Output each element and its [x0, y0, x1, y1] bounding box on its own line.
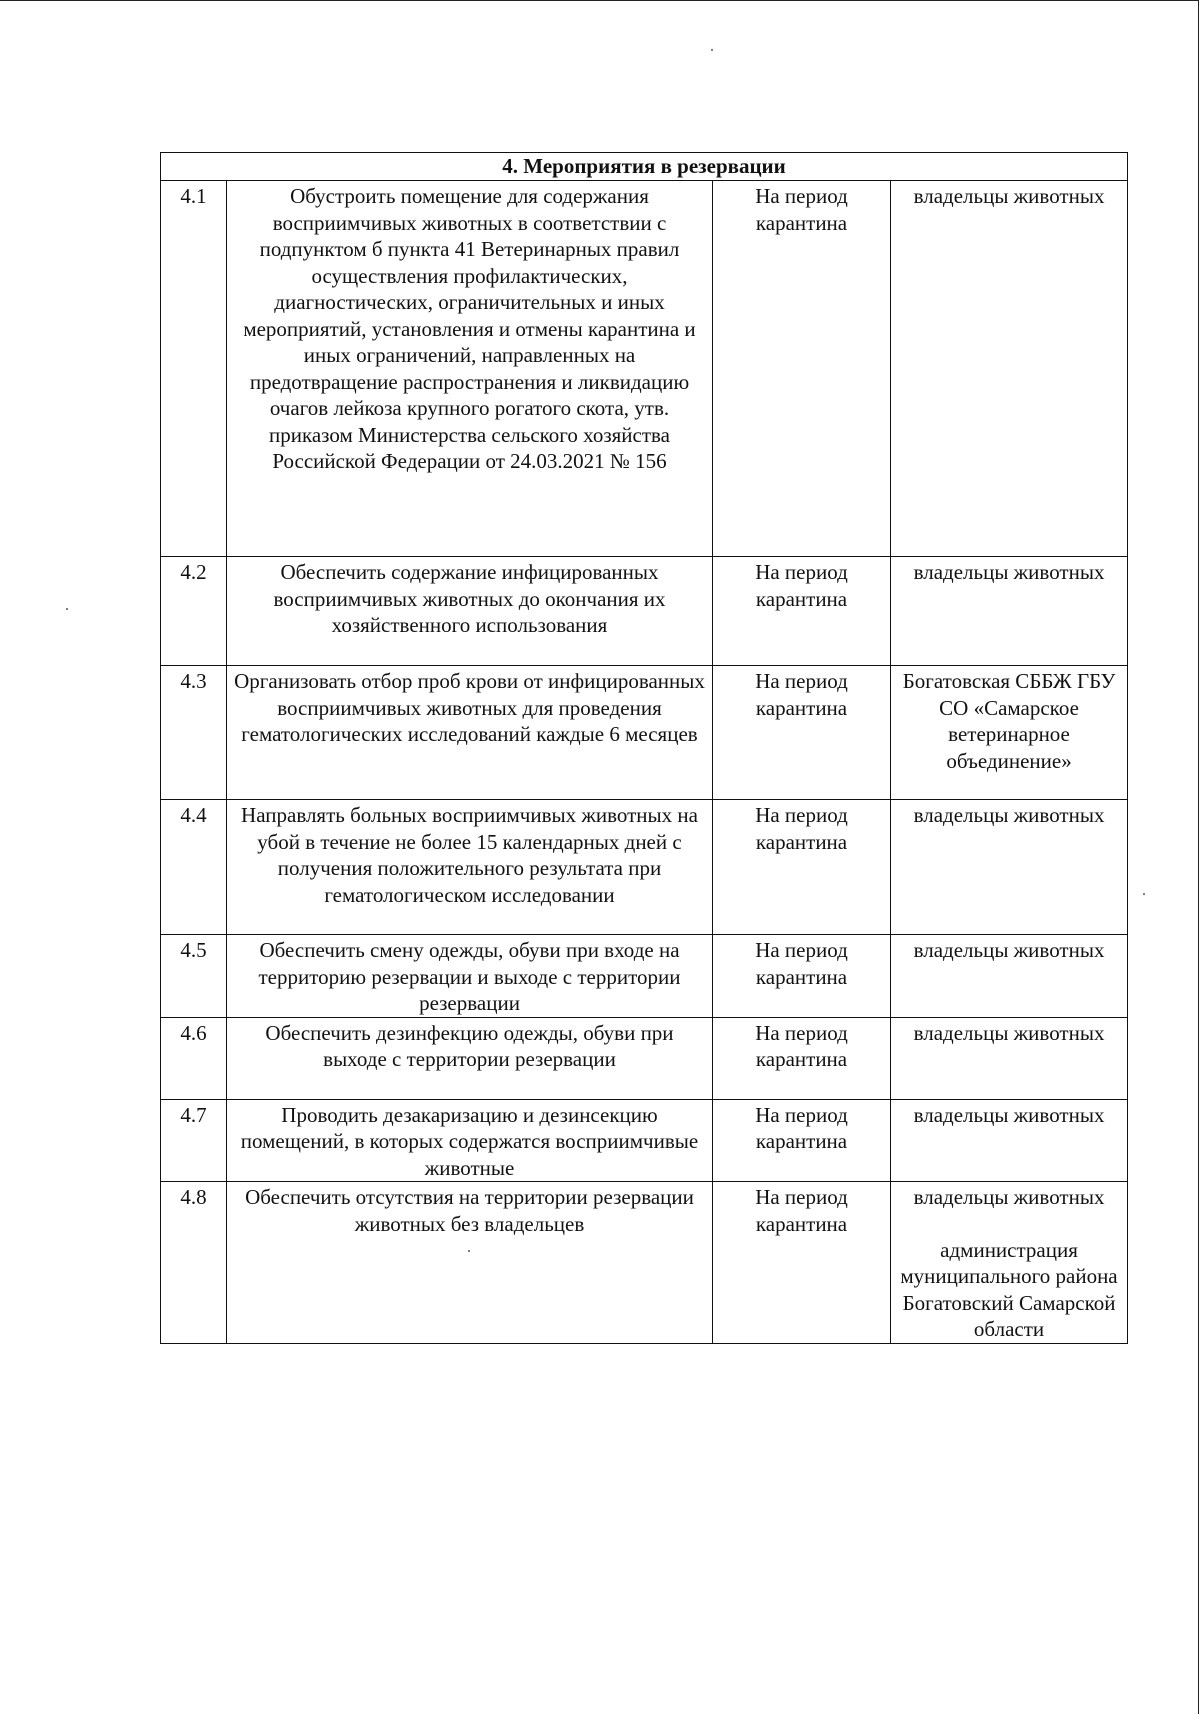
- row-responsible: владельцы животных: [891, 1017, 1128, 1099]
- row-responsible-cell: [891, 1182, 1128, 1344]
- row-term: На период карантина: [713, 1182, 891, 1344]
- row-task: Проводить дезакаризацию и дезинсекцию помещений, в которых содержатся восприимчивые животные: [227, 1099, 713, 1182]
- row-responsible: владельцы животных: [891, 800, 1128, 935]
- measures-table: [160, 152, 1128, 1344]
- row-term: На период карантина: [713, 800, 891, 935]
- row-responsible: владельцы животных: [913, 1185, 1105, 1209]
- row-term: На период карантина: [713, 666, 891, 800]
- row-number: 4.2: [161, 557, 227, 666]
- scan-speck: [711, 49, 713, 51]
- row-number: 4.8: [161, 1182, 227, 1344]
- table-row: [161, 181, 1128, 557]
- row-responsible: Богатовская СББЖ ГБУ СО «Самарское ветеринарное объединение»: [891, 666, 1128, 800]
- row-term: На период карантина: [713, 935, 891, 1018]
- row-responsible: владельцы животных: [891, 181, 1128, 557]
- row-term: На период карантина: [713, 1099, 891, 1182]
- row-number: 4.5: [161, 935, 227, 1018]
- table-row: [161, 1182, 1128, 1344]
- section-title: 4. Мероприятия в резервации: [161, 153, 1128, 181]
- table-row: [161, 1017, 1128, 1099]
- row-task: Обустроить помещение для содержания восприимчивых животных в соответствии с подпунктом б пункта 41 Ветеринарных правил осуществления профилактических, диагностических, ограничительных и иных мероприятий, установления и отмены карантина и иных ограничений, направленных на предотвращение распространения и ликвидацию очагов лейкоза крупного рогатого скота, утв. приказом Министерства сельского хозяйства Российской Федерации от 24.03.2021 № 156: [227, 181, 713, 557]
- row-task: Обеспечить отсутствия на территории резервации животных без владельцев: [227, 1182, 713, 1344]
- row-number: 4.4: [161, 800, 227, 935]
- row-responsible: владельцы животных: [891, 935, 1128, 1018]
- scan-speck: [66, 608, 68, 610]
- row-task: Обеспечить содержание инфицированных восприимчивых животных до окончания их хозяйственного использования: [227, 557, 713, 666]
- spacer: [891, 1211, 1127, 1237]
- scan-speck: [1143, 893, 1145, 895]
- table-row: [161, 666, 1128, 800]
- row-term: На период карантина: [713, 181, 891, 557]
- row-task: Направлять больных восприимчивых животных на убой в течение не более 15 календарных дней с получения положительного результата при гематологическом исследовании: [227, 800, 713, 935]
- table-row: [161, 557, 1128, 666]
- row-term: На период карантина: [713, 1017, 891, 1099]
- row-task: Организовать отбор проб крови от инфицированных восприимчивых животных для проведения гематологических исследований каждые 6 месяцев: [227, 666, 713, 800]
- row-responsible: владельцы животных: [891, 557, 1128, 666]
- row-task: Обеспечить смену одежды, обуви при входе на территорию резервации и выходе с территории резервации: [227, 935, 713, 1018]
- table-row: [161, 1099, 1128, 1182]
- table-row: [161, 800, 1128, 935]
- row-number: 4.1: [161, 181, 227, 557]
- row-term: На период карантина: [713, 557, 891, 666]
- row-number: 4.6: [161, 1017, 227, 1099]
- row-responsible-secondary: администрация муниципального района Богатовский Самарской области: [900, 1237, 1118, 1341]
- table-row: [161, 935, 1128, 1018]
- row-task: Обеспечить дезинфекцию одежды, обуви при выходе с территории резервации: [227, 1017, 713, 1099]
- section-header-row: [161, 153, 1128, 181]
- row-number: 4.7: [161, 1099, 227, 1182]
- row-number: 4.3: [161, 666, 227, 800]
- row-responsible: владельцы животных: [891, 1099, 1128, 1182]
